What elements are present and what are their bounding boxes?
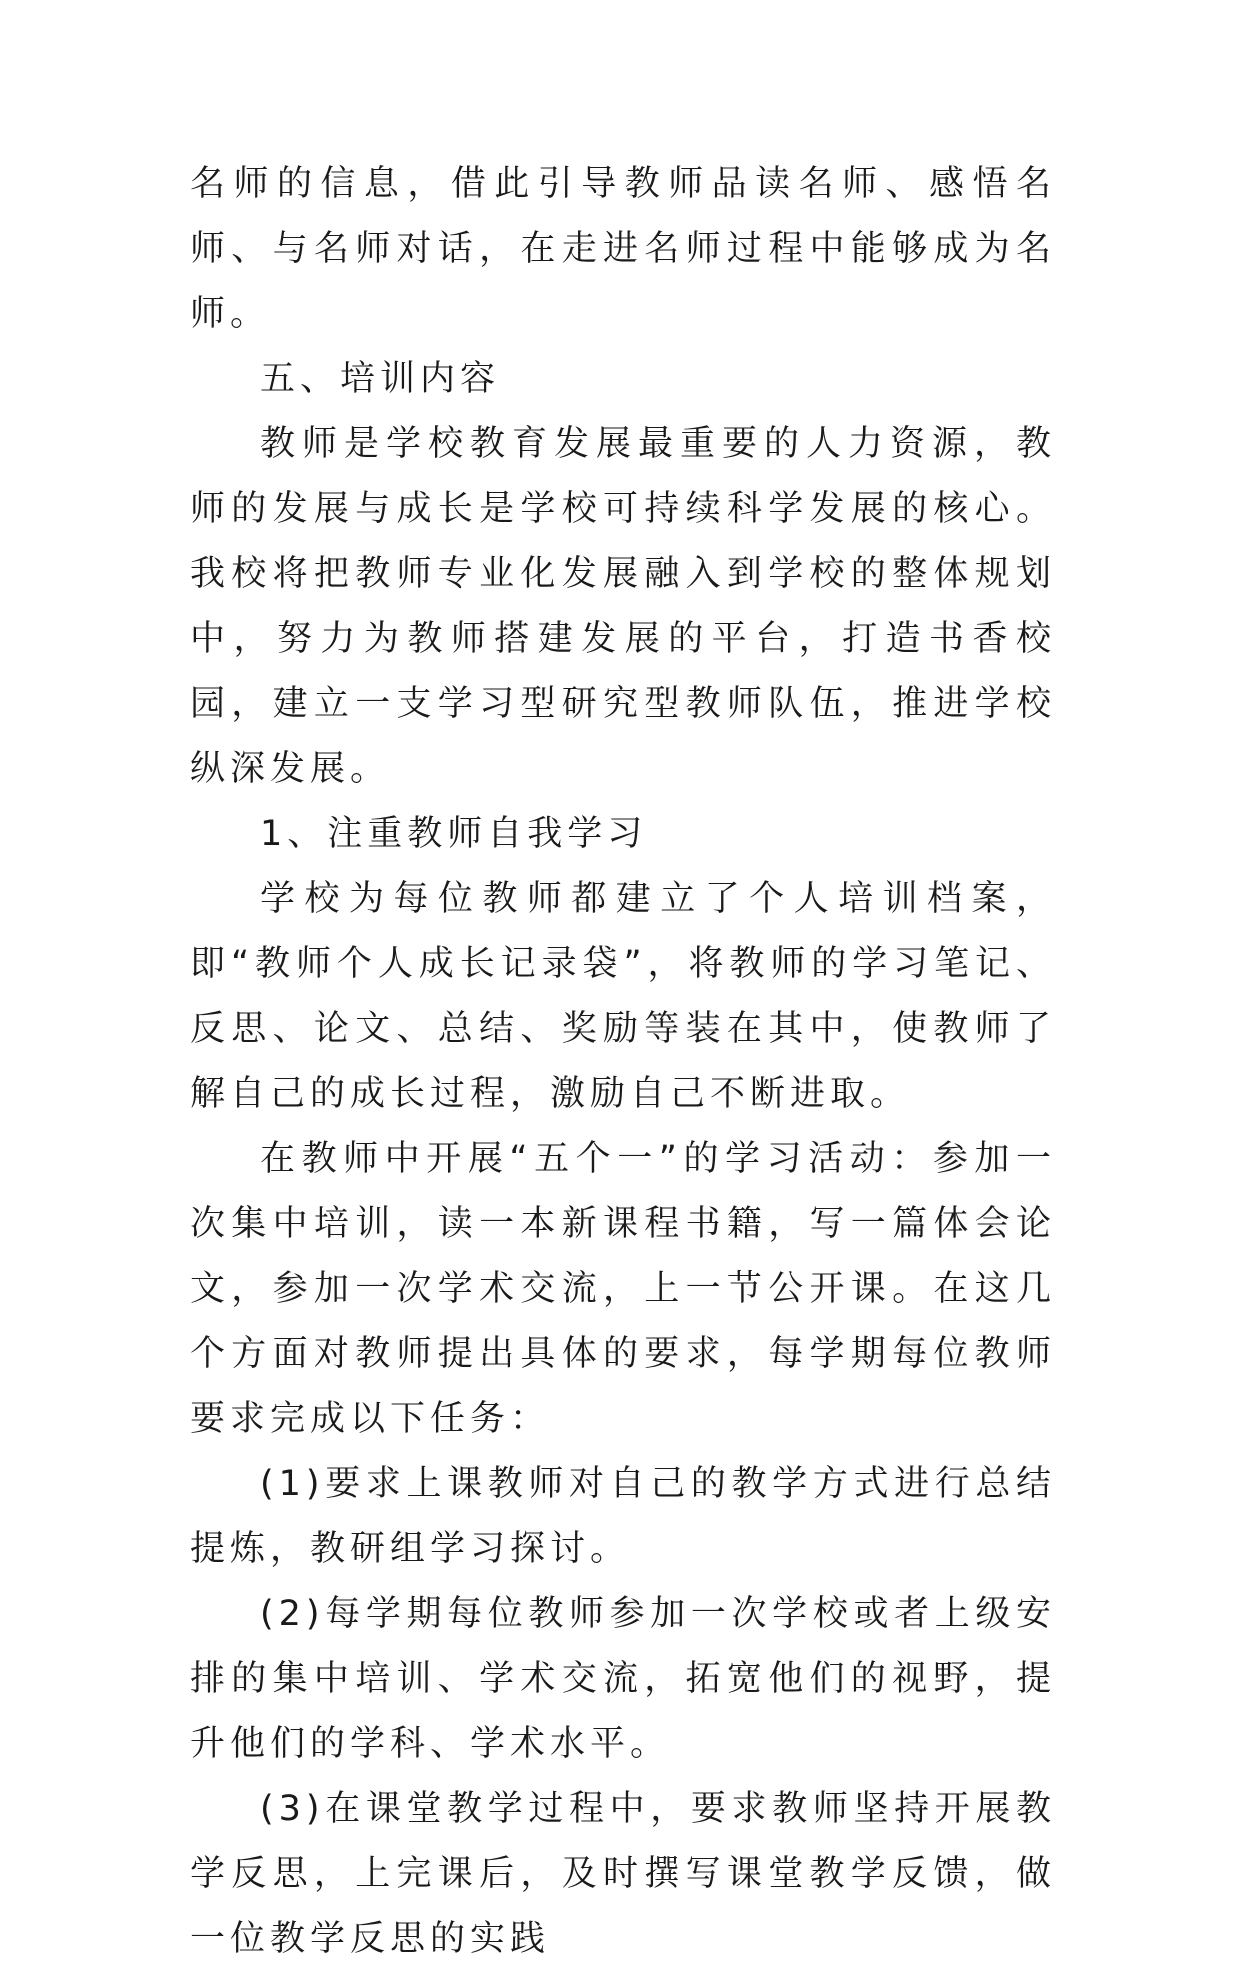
- list-item-task-1: (1)要求上课教师对自己的教学方式进行总结提炼，教研组学习探讨。: [190, 1464, 1056, 1569]
- paragraph-continuation: 名师的信息，借此引导教师品读名师、感悟名师、与名师对话，在走进名师过程中能够成为名师。: [190, 164, 1056, 334]
- paragraph-training-archive: 学校为每位教师都建立了个人培训档案，即“教师个人成长记录袋”，将教师的学习笔记、反思、论文、总结、奖励等装在其中，使教师了解自己的成长过程，激励自己不断进取。: [190, 879, 1056, 1114]
- section-heading-training-content: 五、培训内容: [260, 359, 501, 399]
- paragraph-five-ones-activity: 在教师中开展“五个一”的学习活动：参加一次集中培训，读一本新课程书籍，写一篇体会论文，参加一次学术交流，上一节公开课。在这几个方面对教师提出具体的要求，每学期每位教师要求完成以下任务：: [190, 1139, 1056, 1439]
- paragraph-teacher-development: 教师是学校教育发展最重要的人力资源，教师的发展与成长是学校可持续科学发展的核心。我校将把教师专业化发展融入到学校的整体规划中，努力为教师搭建发展的平台，打造书香校园，建立一支学习型研究型教师队伍，推进学校纵深发展。: [190, 424, 1056, 789]
- list-item-task-2: (2)每学期每位教师参加一次学校或者上级安排的集中培训、学术交流，拓宽他们的视野，提升他们的学科、学术水平。: [190, 1594, 1056, 1764]
- subheading-self-learning: 1、注重教师自我学习: [260, 814, 648, 854]
- list-item-task-3: (3)在课堂教学过程中，要求教师坚持开展教学反思，上完课后，及时撰写课堂教学反馈，做一位教学反思的实践: [190, 1789, 1056, 1959]
- document-body: [190, 152, 1056, 1972]
